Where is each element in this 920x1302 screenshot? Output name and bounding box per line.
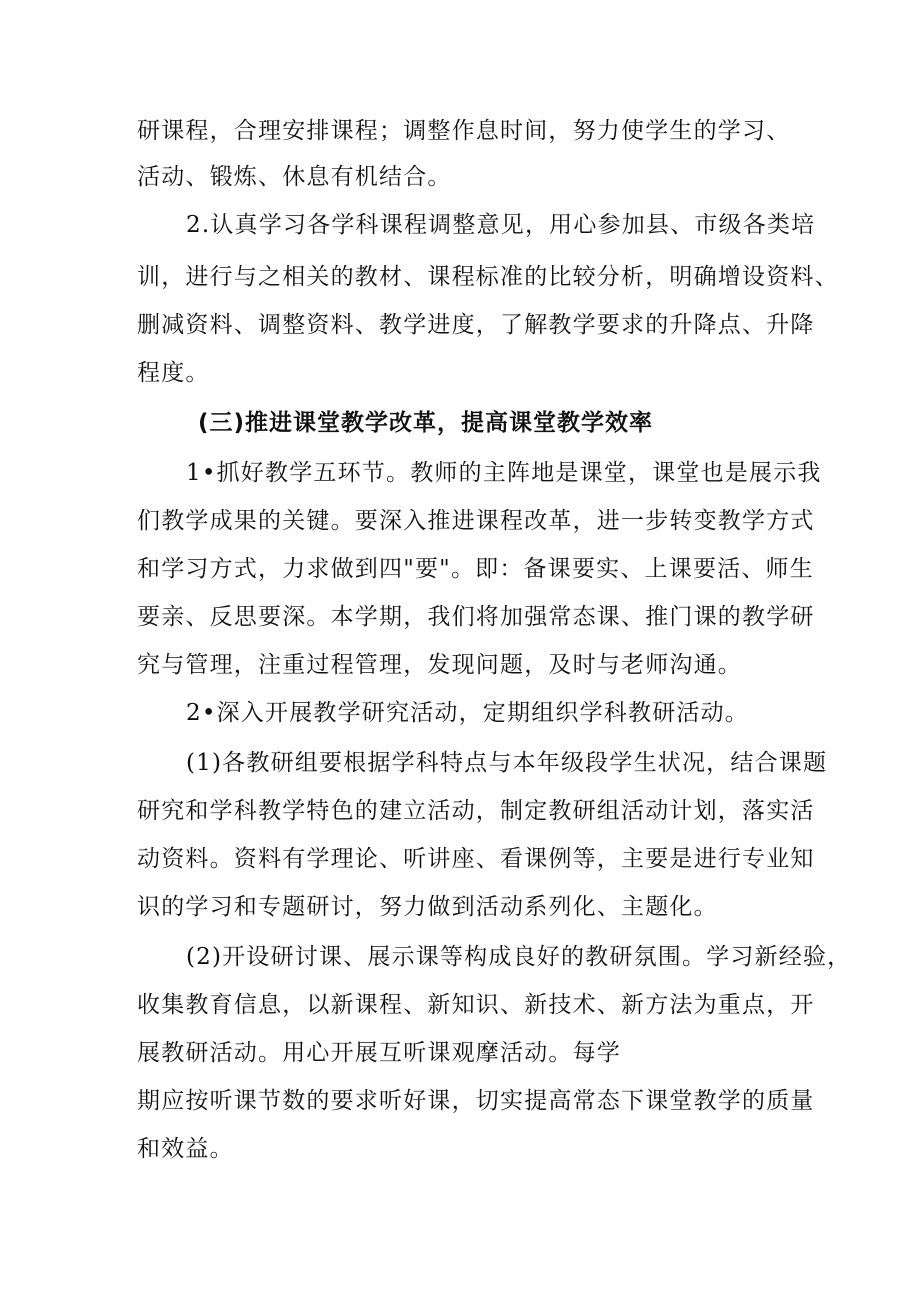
text-line: (1)各教研组要根据学科特点与本年级段学生状况，结合课题 [186,750,828,776]
text-line: (2)开设研讨课、展示课等构成良好的教研氛围。学习新经验， [186,944,852,970]
text-line: 研究和学科教学特色的建立活动，制定教研组活动计划，落实活 [137,798,815,824]
text-line: 训，进行与之相关的教材、课程标准的比较分析，明确增设资料、 [137,264,839,290]
text-line: 1•抓好教学五环节。教师的主阵地是课堂，课堂也是展示我 [186,460,822,486]
text-line: 动资料。资料有学理论、听讲座、看课例等，主要是进行专业知 [137,846,815,872]
text-line: 删减资料、调整资料、教学进度，了解教学要求的升降点、升降 [137,312,815,338]
text-line: 研课程，合理安排课程；调整作息时间，努力使学生的学习、 [137,118,791,144]
text-line: 期应按听课节数的要求听好课，切实提高常态下课堂教学的质量 [137,1088,815,1114]
text-line: 们教学成果的关键。要深入推进课程改革，进一步转变教学方式 [137,508,815,534]
text-line: 收集教育信息，以新课程、新知识、新技术、新方法为重点，开 [137,992,815,1018]
text-line: 识的学习和专题研讨，努力做到活动系列化、主题化。 [137,894,718,920]
text-line: 和学习方式，力求做到四"要"。即：备课要实、上课要活、师生 [137,556,814,582]
text-line: 活动、锻炼、休息有机结合。 [137,164,452,190]
text-line: 要亲、反思要深。本学期，我们将加强常态课、推门课的教学研 [137,604,815,630]
section-heading: (三)推进课堂教学改革，提高课堂教学效率 [198,410,654,436]
text-line: 展教研活动。用心开展互听课观摩活动。每学 [137,1040,621,1066]
text-line: 程度。 [137,360,210,386]
text-line: 和效益。 [137,1136,234,1162]
text-line: 2•深入开展教学研究活动，定期组织学科教研活动。 [186,700,749,726]
text-line: 2.认真学习各学科课程调整意见，用心参加县、市级各类培 [186,212,816,238]
text-line: 究与管理，注重过程管理，发现问题，及时与老师沟通。 [137,652,742,678]
